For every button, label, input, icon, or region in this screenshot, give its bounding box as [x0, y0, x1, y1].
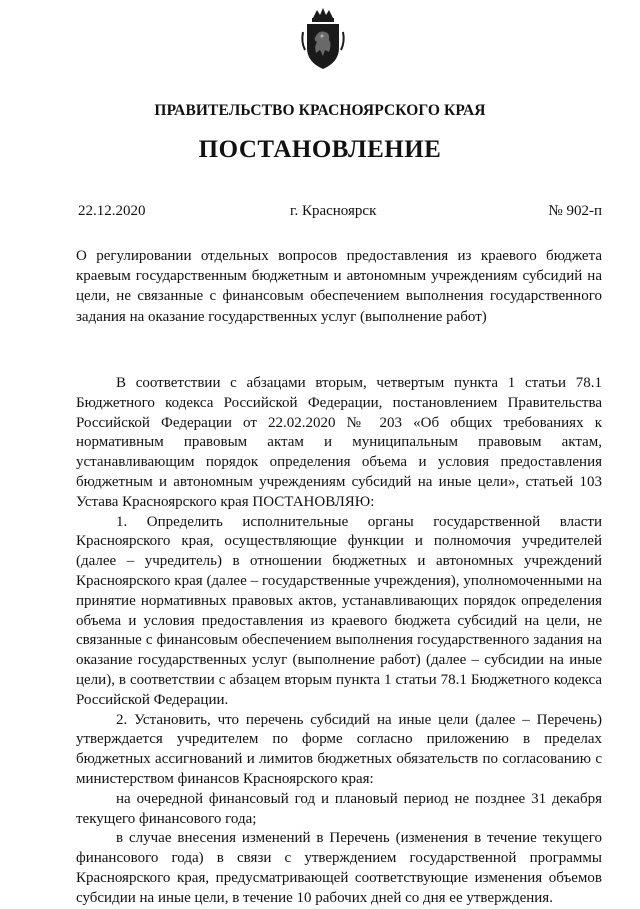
paragraph-preamble: В соответствии с абзацами вторым, четвертым пункта 1 статьи 78.1 Бюджетного кодекса Российской Федерации, постановлением Правительства Российской Федерации от 22.02.2020 № 203 «Об общих требованиях к нормативным правовым актам и муниципальным правовым актам, устанавливающим порядок определения объема и условия предоставления бюджетным и автономным учреждениям субсидий на иные цели», статьей 103 Устава Красноярского края ПОСТАНОВЛЯЮ: [76, 375, 602, 510]
paragraph-item-2-clause-b: в случае внесения изменений в Перечень (изменения в течение текущего финансового года) в связи с утверждением государственной программы Красноярского края, предусматривающей соответствующие изменения объемов субсидии на иные цели, в течение 10 рабочих дней со дня ее утверждения. [76, 830, 602, 906]
document-subject: О регулировании отдельных вопросов предоставления из краевого бюджета краевым государственным бюджетным и автономным учреждениям субсидий на цели, не связанные с финансовым обеспечением выполнения государственного задания на оказание государственных услуг (выполнение работ) [76, 248, 602, 325]
paragraph-item-2: 2. Установить, что перечень субсидий на иные цели (далее – Перечень) утверждается учредителем по форме согласно приложению в пределах бюджетных ассигнований и лимитов бюджетных обязательств по согласованию с министерством финансов Красноярского края: [76, 711, 602, 787]
document-body [76, 374, 602, 909]
document-city: г. Красноярск [290, 203, 377, 219]
document-date: 22.12.2020 [78, 203, 146, 219]
coat-of-arms-icon [299, 6, 347, 72]
paragraph-item-1: 1. Определить исполнительные органы государственной власти Красноярского края, осуществляющие функции и полномочия учредителей (далее – учредитель) в отношении бюджетных и автономных учреждений Красноярского края (далее – государственные учреждения), уполномоченными на принятие нормативных правовых актов, устанавливающих порядок определения объема и условия предоставления из краевого бюджета субсидий на цели, не связанные с финансовым обеспечением выполнения государственного задания на оказание государственных услуг (выполнение работ) (далее – субсидии на иные цели), в соответствии с абзацем вторым пункта 1 статьи 78.1 Бюджетного кодекса Российской Федерации. [76, 513, 602, 708]
paragraph-item-2-clause-a: на очередной финансовый год и плановый период не позднее 31 декабря текущего финансового года; [76, 790, 602, 827]
document-type-title: ПОСТАНОВЛЕНИЕ [198, 136, 442, 163]
document-number: № 902-п [548, 203, 602, 219]
organization-title: ПРАВИТЕЛЬСТВО КРАСНОЯРСКОГО КРАЯ [154, 102, 486, 119]
